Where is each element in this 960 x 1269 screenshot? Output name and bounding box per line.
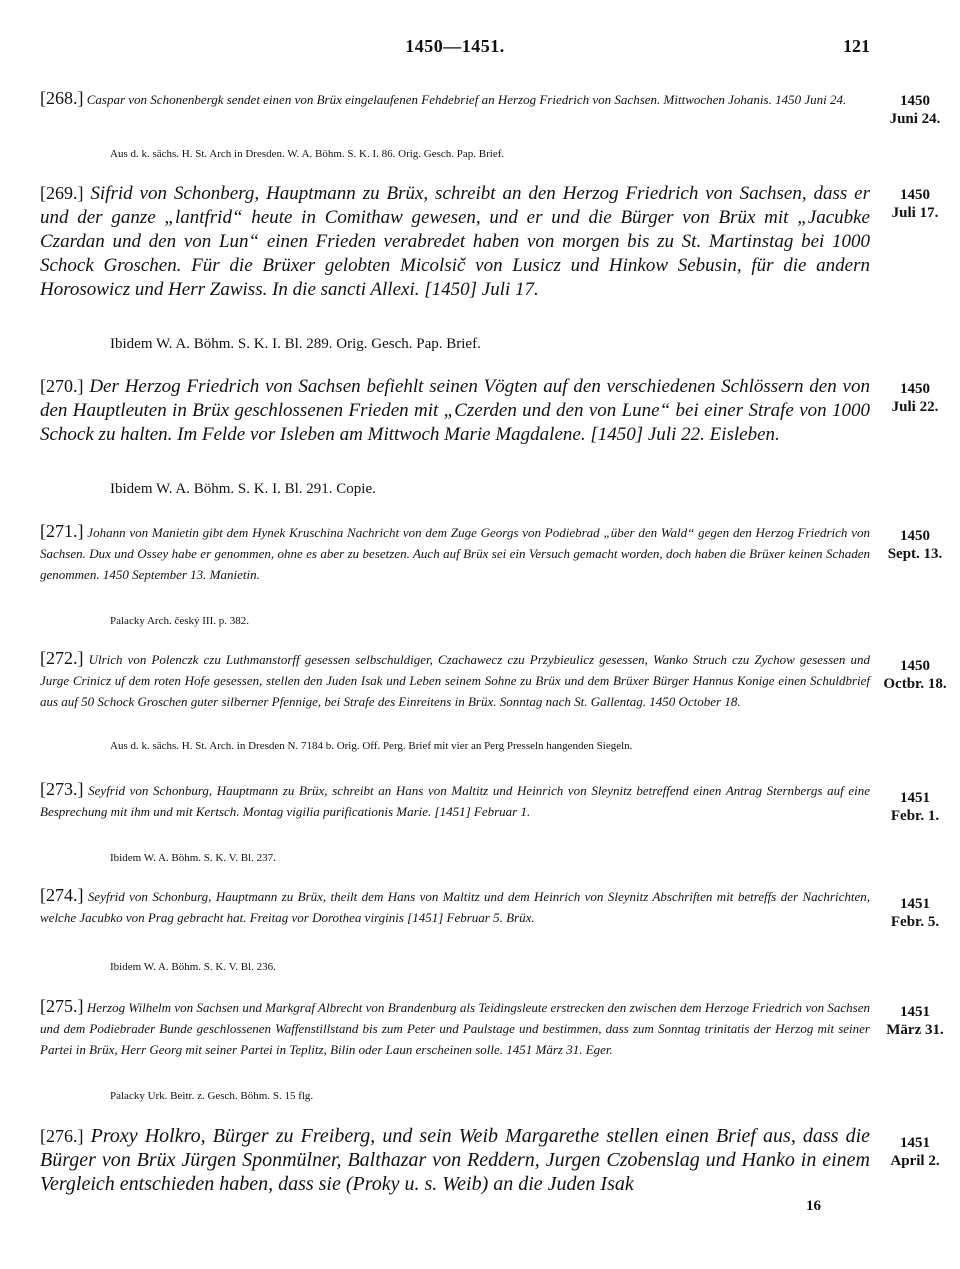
sheet-signature: 16 <box>806 1198 821 1214</box>
entry-text: Seyfrid von Schonburg, Hauptmann zu Brüx, schreibt an Hans von Maltitz und Heinrich von Sleynitz betreffend einen Antrag Sternbergs auf eine Besprechung mit ihm und mit Kertsch. Montag vigilia purificationis Marie. [1451] Februar 1. <box>40 783 871 819</box>
date-year: 1450 <box>900 381 930 397</box>
entry-text: Herzog Wilhelm von Sachsen und Markgraf Albrecht von Brandenburg als Teidingsleute erstrecken den zwischen dem Herzoge Friedrich von Sachsen und dem Podiebrader Bunde geschlossenen Waffenstillstand bis zum Peter und Paulstage und bestimmen, dass zum Sonntag trinitatis der Herzog mit seiner Partei in Brüx, Herr Georg mit seiner Partei in Teplitz, Bilin oder Laun erscheinen solle. 1451 März 31. Eger. <box>40 1000 871 1057</box>
date-day: Juli 22. <box>891 399 939 415</box>
entry-date-269 <box>876 186 954 222</box>
entry-date-272 <box>876 657 954 693</box>
entry-text: Sifrid von Schonberg, Hauptmann zu Brüx, schreibt an den Herzog Friedrich von Sachsen, dass er und der ganze „lantfrid“ heute in Comithaw gewesen, und er und die Bürger von Brüx mit „Jacubke Czardan und den von Lun“ einen Frieden verabredet haben von morgen bis zu St. Martinstag bei 1000 Schock Groschen. Für die Brüxer gelobten Micolsič von Lusicz und Hinkow Sebusin, für die andern Horosowicz und Herr Zawiss. In die sancti Allexi. [1450] Juli 17. <box>40 183 871 300</box>
entry-number: [269.] <box>40 183 84 203</box>
entry-date-271 <box>876 527 954 563</box>
entry-source-271: Palacky Arch. český III. p. 382. <box>110 615 249 627</box>
date-day: Febr. 5. <box>890 914 940 930</box>
entry-number: [268.] <box>40 88 84 108</box>
date-year: 1451 <box>900 1004 930 1020</box>
entry-text: Johann von Manietin gibt dem Hynek Kruschina Nachricht von dem Zuge Georgs von Podiebrad „über den Wald“ gegen den Herzog Friedrich von Sachsen. Dux und Ossey habe er genommen, ohne es aber zu besetzen. Auch auf Brüx sei ein Versuch gemacht worden, doch haben die Brüxer keinen Schaden genommen. 1450 September 13. Manietin. <box>40 525 870 582</box>
entry-276 <box>40 1124 870 1196</box>
entry-272 <box>40 648 870 712</box>
entry-date-273 <box>876 789 954 825</box>
entry-text: Seyfrid von Schonburg, Hauptmann zu Brüx, theilt dem Hans von Maltitz und dem Heinrich von Sleynitz Abschriften mit betreffs der Nachrichten, welche Jacubko von Prag gebracht hat. Freitag vor Dorothea virginis [1451] Februar 5. Brüx. <box>40 889 871 925</box>
date-year: 1450 <box>900 187 930 203</box>
entry-source-270: Ibidem W. A. Böhm. S. K. I. Bl. 291. Copie. <box>110 481 376 497</box>
date-year: 1451 <box>900 790 930 806</box>
entry-number: [271.] <box>40 521 84 541</box>
entry-text: Der Herzog Friedrich von Sachsen befiehlt seinen Vögten auf den verschiedenen Schlössern den von den Hauptleuten in Brüx geschlossenen Frieden mit „Czerden und den von Lune“ bei einer Strafe von 1000 Schock zu halten. Im Felde vor Isleben am Mittwoch Marie Magdalene. [1450] Juli 22. Eisleben. <box>40 376 870 445</box>
entry-source-272: Aus d. k. sächs. H. St. Arch. in Dresden N. 7184 b. Orig. Off. Perg. Brief mit vier an Perg Presseln hangenden Siegeln. <box>110 740 633 752</box>
entry-273 <box>40 779 870 822</box>
page-header <box>40 36 870 60</box>
entry-275 <box>40 996 870 1060</box>
entry-source-275: Palacky Urk. Beitr. z. Gesch. Böhm. S. 15 flg. <box>110 1090 314 1102</box>
entry-271 <box>40 521 870 585</box>
entry-source-269: Ibidem W. A. Böhm. S. K. I. Bl. 289. Orig. Gesch. Pap. Brief. <box>110 336 481 352</box>
entry-number: [270.] <box>40 376 84 396</box>
date-day: März 31. <box>886 1022 944 1038</box>
date-day: Juni 24. <box>889 111 941 127</box>
entry-270 <box>40 374 870 447</box>
entry-source-273: Ibidem W. A. Böhm. S. K. V. Bl. 237. <box>110 852 276 864</box>
entry-268 <box>40 88 870 110</box>
entry-number: [274.] <box>40 885 84 905</box>
date-year: 1451 <box>900 1135 930 1151</box>
date-year: 1450 <box>900 658 930 674</box>
date-year: 1450 <box>900 528 930 544</box>
entry-text: Caspar von Schonenbergk sendet einen von Brüx eingelaufenen Fehdebrief an Herzog Friedrich von Sachsen. Mittwochen Johanis. 1450 Juni 24. <box>86 92 847 107</box>
entry-date-276 <box>876 1134 954 1170</box>
entry-text: Ulrich von Polenczk czu Luthmanstorff gesessen selbschuldiger, Czachawecz czu Przybieulicz gesessen, Wanko Struch czu Zychow gesessen und Jurge Crinicz uf dem roten Hofe gesessen, stellen den Juden Isak und Leben seinem Sohne zu Brüx und dem Brüxer Bürger Hannus Konige einen Schuldbrief aus auf 50 Schock Groschen guter silberner Pfennige, bei Strafe des Einreitens in Brüx. Sonntag nach St. Gallentag. 1450 October 18. <box>40 652 871 709</box>
entry-text: Proxy Holkro, Bürger zu Freiberg, und sein Weib Margarethe stellen einen Brief aus, dass die Bürger von Brüx Jürgen Sponmülner, Balthazar von Reddern, Jurgen Czobenslag und Hanko in einem Vergleich entschieden haben, dass sie (Proky u. s. Weib) an die Juden Isak <box>40 1125 871 1195</box>
entry-number: [272.] <box>40 648 84 668</box>
entry-number: [276.] <box>40 1126 84 1146</box>
entry-date-270 <box>876 380 954 416</box>
entry-date-274 <box>876 895 954 931</box>
date-day: Sept. 13. <box>887 546 943 562</box>
header-years: 1450—1451. <box>405 36 505 56</box>
entry-number: [275.] <box>40 996 84 1016</box>
date-year: 1450 <box>900 93 930 109</box>
entry-274 <box>40 885 870 928</box>
entry-date-268 <box>876 92 954 128</box>
entry-source-268: Aus d. k. sächs. H. St. Arch in Dresden. W. A. Böhm. S. K. I. 86. Orig. Gesch. Pap. Brief. <box>110 148 505 160</box>
entry-number: [273.] <box>40 779 84 799</box>
date-day: April 2. <box>890 1153 940 1169</box>
entry-source-274: Ibidem W. A. Böhm. S. K. V. Bl. 236. <box>110 961 276 973</box>
date-year: 1451 <box>900 896 930 912</box>
entry-date-275 <box>876 1003 954 1039</box>
date-day: Febr. 1. <box>890 808 940 824</box>
page-number: 121 <box>843 36 870 56</box>
entry-269 <box>40 181 870 302</box>
date-day: Octbr. 18. <box>883 676 947 692</box>
date-day: Juli 17. <box>891 205 939 221</box>
